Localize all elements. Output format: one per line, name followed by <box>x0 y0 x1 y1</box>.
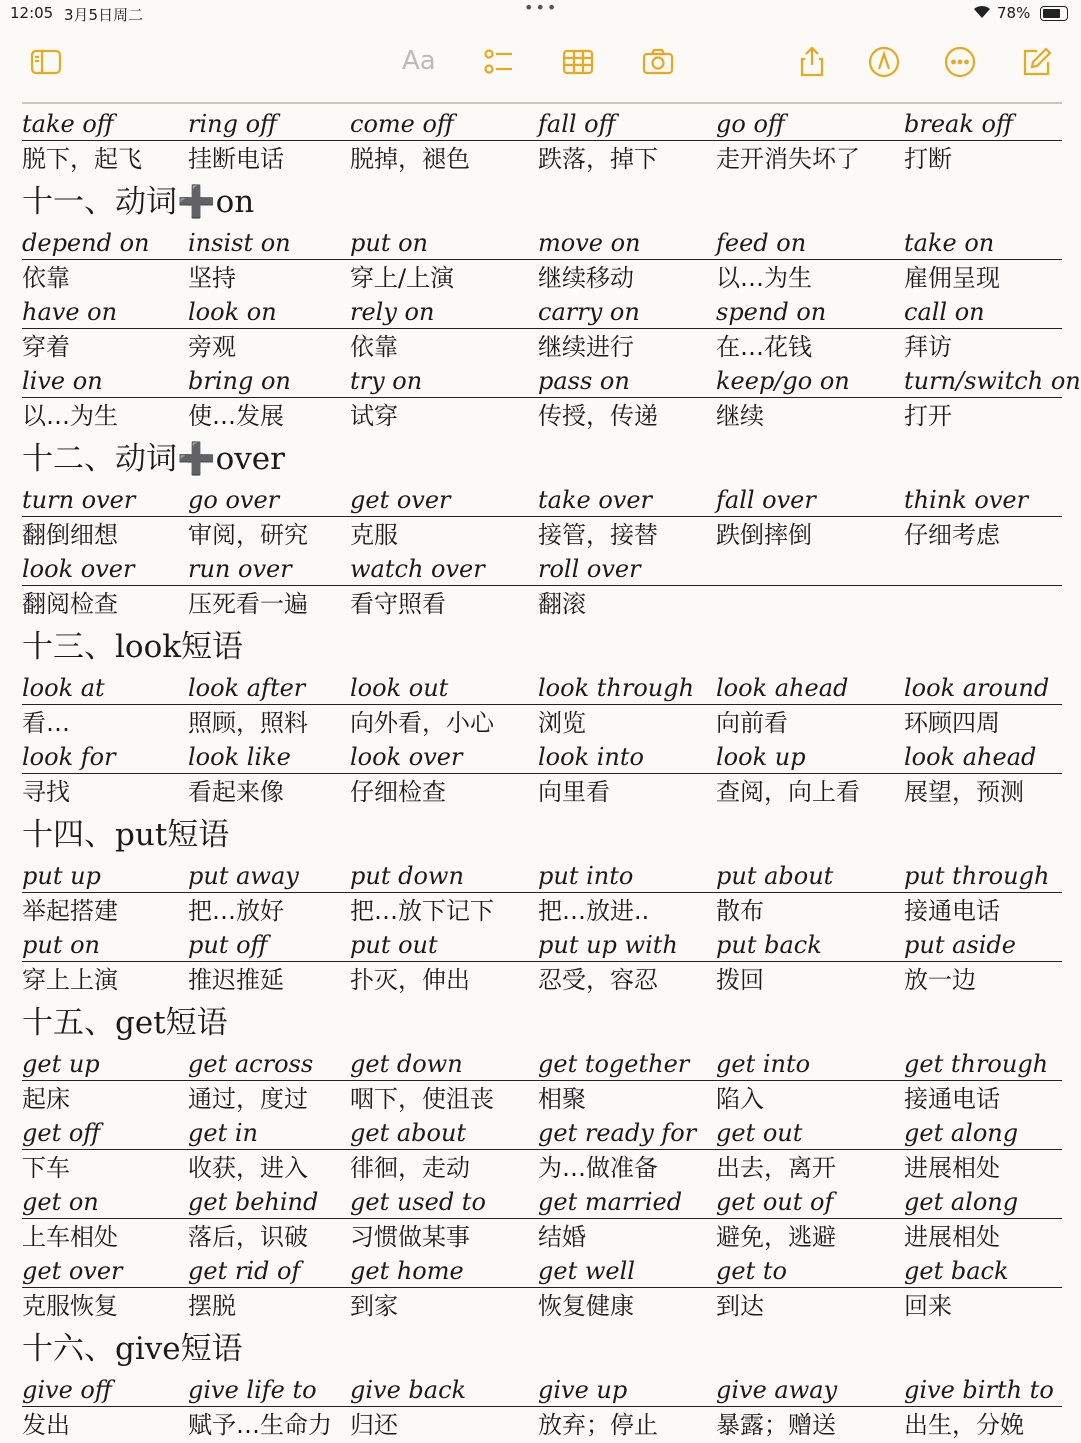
meaning-text: 穿上/上演 <box>350 264 455 292</box>
meaning-text: 继续进行 <box>538 333 634 361</box>
meaning-text: 向外看，小心 <box>350 709 494 737</box>
phrase-text: put on <box>350 229 428 257</box>
meaning-text: 散布 <box>716 897 764 925</box>
phrase-text: get off <box>22 1119 101 1147</box>
compose-icon[interactable] <box>1016 42 1056 82</box>
meaning-text: 继续 <box>716 402 764 430</box>
meaning-text: 避免，逃避 <box>716 1223 836 1251</box>
meaning-text: 恢复健康 <box>538 1292 634 1320</box>
phrase-text: live on <box>22 367 103 395</box>
meaning-text: 依靠 <box>22 264 70 292</box>
phrase-text: get into <box>716 1050 811 1078</box>
meaning-text <box>904 586 1062 622</box>
meaning-text: 看起来像 <box>188 778 284 806</box>
phrase-text: break off <box>904 110 1013 138</box>
phrase-text: roll over <box>538 555 641 583</box>
meaning-text: 看… <box>22 709 70 737</box>
meaning-row <box>22 1150 1062 1186</box>
meaning-text: 走开消失坏了 <box>716 145 860 173</box>
phrase-text: get along <box>904 1188 1019 1216</box>
meaning-text: 发出 <box>22 1411 70 1439</box>
phrase-text: give away <box>716 1376 838 1404</box>
phrase-text: put up <box>22 862 101 890</box>
status-date: 3月5日周二 <box>64 6 144 24</box>
meaning-text: 咽下，使沮丧 <box>350 1085 494 1113</box>
phrase-text: get about <box>350 1119 467 1147</box>
meaning-text: 继续移动 <box>538 264 634 292</box>
meaning-text: 跌落，掉下 <box>538 145 658 173</box>
phrase-text: take over <box>538 486 653 514</box>
note-body[interactable] <box>22 108 1081 1443</box>
meaning-text: 克服 <box>350 521 398 549</box>
meaning-text: 相聚 <box>538 1085 586 1113</box>
meaning-row <box>22 398 1062 434</box>
phrase-text: carry on <box>538 298 640 326</box>
phrase-text: get out of <box>716 1188 834 1216</box>
meaning-text: 看守照看 <box>350 590 446 618</box>
meaning-text: 到家 <box>350 1292 398 1320</box>
phrase-text: get through <box>904 1050 1049 1078</box>
phrase-text: watch over <box>350 555 485 583</box>
phrase-row <box>22 108 1062 141</box>
phrase-text: rely on <box>350 298 435 326</box>
sidebar-icon[interactable] <box>26 42 66 82</box>
phrase-text: look at <box>22 674 105 702</box>
meaning-text: 挂断电话 <box>188 145 284 173</box>
phrase-text: look like <box>188 743 291 771</box>
meaning-row <box>22 260 1062 296</box>
meaning-text: 浏览 <box>538 709 586 737</box>
phrase-text: try on <box>350 367 423 395</box>
more-icon[interactable] <box>940 42 980 82</box>
meaning-text: 跌倒摔倒 <box>716 521 812 549</box>
meaning-row <box>22 1407 1062 1443</box>
phrase-text: go over <box>188 486 280 514</box>
meaning-row <box>22 1288 1062 1324</box>
meaning-text: 放弃；停止 <box>538 1411 658 1439</box>
section-heading: 十三、look短语 <box>22 629 244 665</box>
meaning-text: 环顾四周 <box>904 709 1000 737</box>
phrase-text: give off <box>22 1376 112 1404</box>
phrase-text: get used to <box>350 1188 486 1216</box>
meaning-text: 照顾，照料 <box>188 709 308 737</box>
phrase-text: insist on <box>188 229 291 257</box>
phrase-text: get behind <box>188 1188 319 1216</box>
meaning-text: 依靠 <box>350 333 398 361</box>
meaning-row <box>22 1219 1062 1255</box>
phrase-text: get over <box>350 486 451 514</box>
phrase-text: get rid of <box>188 1257 301 1285</box>
phrase-row <box>22 484 1062 517</box>
meaning-text: 以…为生 <box>716 264 812 292</box>
meaning-row <box>22 517 1062 553</box>
phrase-row <box>22 929 1062 962</box>
meaning-text: 克服恢复 <box>22 1292 118 1320</box>
phrase-text: look after <box>188 674 306 702</box>
meaning-text: 寻找 <box>22 778 70 806</box>
meaning-text: 接通电话 <box>904 897 1000 925</box>
section-heading: 十二、动词➕over <box>22 441 285 477</box>
meaning-text: 压死看一遍 <box>188 590 308 618</box>
meaning-text: 穿上上演 <box>22 966 118 994</box>
battery-percent: 78% <box>997 4 1031 22</box>
phrase-row <box>22 1117 1062 1150</box>
meaning-text: 忍受，容忍 <box>538 966 658 994</box>
meaning-row <box>22 962 1062 998</box>
meaning-text: 上车相处 <box>22 1223 118 1251</box>
meaning-text: 展望，预测 <box>904 778 1024 806</box>
meaning-text: 出去，离开 <box>716 1154 836 1182</box>
meaning-text: 归还 <box>350 1411 398 1439</box>
meaning-text: 脱掉，褪色 <box>350 145 470 173</box>
phrase-text: get ready for <box>538 1119 697 1147</box>
phrase-text: get home <box>350 1257 464 1285</box>
meaning-text: 拨回 <box>716 966 764 994</box>
phrase-text: look on <box>188 298 277 326</box>
meaning-text: 试穿 <box>350 402 398 430</box>
markup-icon[interactable] <box>864 42 904 82</box>
phrase-text: take on <box>904 229 995 257</box>
meaning-text: 赋予…生命力 <box>188 1411 332 1439</box>
phrase-text: turn over <box>22 486 136 514</box>
phrase-text: put about <box>716 862 834 890</box>
meaning-text: 雇佣呈现 <box>904 264 1000 292</box>
phrase-text: get well <box>538 1257 635 1285</box>
phrase-row <box>22 1374 1062 1407</box>
meaning-text: 放一边 <box>904 966 976 994</box>
phrase-text: look ahead <box>904 743 1037 771</box>
phrase-text: think over <box>904 486 1029 514</box>
phrase-text: turn/switch on <box>904 367 1081 395</box>
phrase-text: ring off <box>188 110 278 138</box>
phrase-text: put on <box>22 931 100 959</box>
phrase-text: have on <box>22 298 118 326</box>
phrase-text: give back <box>350 1376 467 1404</box>
phrase-row <box>22 860 1062 893</box>
meaning-text <box>716 586 904 622</box>
multitasking-dots-icon[interactable]: ••• <box>524 0 559 17</box>
phrase-row <box>22 1186 1062 1219</box>
meaning-text: 为…做准备 <box>538 1154 658 1182</box>
meaning-text: 旁观 <box>188 333 236 361</box>
phrase-text: get in <box>188 1119 258 1147</box>
phrase-row <box>22 1048 1062 1081</box>
phrase-text: get along <box>904 1119 1019 1147</box>
section-heading: 十五、get短语 <box>22 1005 228 1041</box>
meaning-text: 起床 <box>22 1085 70 1113</box>
phrase-text: keep/go on <box>716 367 850 395</box>
phrase-text: look around <box>904 674 1050 702</box>
meaning-text: 出生，分娩 <box>904 1411 1024 1439</box>
meaning-text: 查阅，向上看 <box>716 778 860 806</box>
meaning-text: 仔细考虑 <box>904 521 1000 549</box>
meaning-text: 翻倒细想 <box>22 521 118 549</box>
meaning-text: 把…放下记下 <box>350 897 494 925</box>
phrase-text: move on <box>538 229 641 257</box>
meaning-text: 打断 <box>904 145 952 173</box>
meaning-text: 把…放进.. <box>538 897 650 925</box>
meaning-row <box>22 774 1062 810</box>
phrase-text: give birth to <box>904 1376 1054 1404</box>
notes-toolbar <box>0 30 1080 92</box>
meaning-text: 翻阅检查 <box>22 590 118 618</box>
meaning-text: 推迟推延 <box>188 966 284 994</box>
meaning-text: 接管，接替 <box>538 521 658 549</box>
meaning-text: 使…发展 <box>188 402 284 430</box>
meaning-text: 落后，识破 <box>188 1223 308 1251</box>
section-heading: 十四、put短语 <box>22 817 230 853</box>
phrase-text: go off <box>716 110 785 138</box>
phrase-text: fall off <box>538 110 616 138</box>
phrase-text: look for <box>22 743 116 771</box>
phrase-text: put into <box>538 862 634 890</box>
phrase-text: look into <box>538 743 644 771</box>
meaning-text: 进展相处 <box>904 1154 1000 1182</box>
meaning-text: 向里看 <box>538 778 610 806</box>
phrase-text: depend on <box>22 229 150 257</box>
phrase-text: get married <box>538 1188 683 1216</box>
meaning-text: 翻滚 <box>538 590 586 618</box>
meaning-row <box>22 141 1062 177</box>
meaning-text: 扑灭，伸出 <box>350 966 470 994</box>
phrase-text: put through <box>904 862 1050 890</box>
camera-icon[interactable] <box>638 42 678 82</box>
meaning-text: 结婚 <box>538 1223 586 1251</box>
phrase-row <box>22 227 1062 260</box>
phrase-text: put up with <box>538 931 678 959</box>
table-icon[interactable] <box>558 42 598 82</box>
meaning-text: 到达 <box>716 1292 764 1320</box>
meaning-text: 脱下，起飞 <box>22 145 142 173</box>
meaning-row <box>22 893 1062 929</box>
share-icon[interactable] <box>792 42 832 82</box>
meaning-text: 徘徊，走动 <box>350 1154 470 1182</box>
meaning-text: 通过，度过 <box>188 1085 308 1113</box>
phrase-text: feed on <box>716 229 807 257</box>
phrase-text: put out <box>350 931 438 959</box>
meaning-text: 在…花钱 <box>716 333 812 361</box>
meaning-row <box>22 586 1062 622</box>
phrase-text: get over <box>22 1257 123 1285</box>
meaning-row <box>22 705 1062 741</box>
meaning-text: 仔细检查 <box>350 778 446 806</box>
phrase-row <box>22 672 1062 705</box>
phrase-text: get on <box>22 1188 99 1216</box>
meaning-text: 以…为生 <box>22 402 118 430</box>
phrase-text: get down <box>350 1050 463 1078</box>
phrase-row <box>22 741 1062 774</box>
phrase-text: spend on <box>716 298 827 326</box>
phrase-text: look over <box>22 555 135 583</box>
meaning-text: 收获，进入 <box>188 1154 308 1182</box>
phrase-text: get up <box>22 1050 100 1078</box>
meaning-text: 打开 <box>904 402 952 430</box>
phrase-text: put aside <box>904 931 1016 959</box>
meaning-text: 下车 <box>22 1154 70 1182</box>
phrase-text: call on <box>904 298 985 326</box>
status-bar <box>0 0 1080 28</box>
meaning-text: 进展相处 <box>904 1223 1000 1251</box>
status-time: 12:05 <box>10 4 54 22</box>
section-heading: 十一、动词➕on <box>22 184 255 220</box>
meaning-row <box>22 1081 1062 1117</box>
scrolled-content-edge <box>22 96 1062 108</box>
phrase-row <box>22 553 1062 586</box>
phrase-text: put off <box>188 931 268 959</box>
phrase-row <box>22 365 1081 398</box>
meaning-text: 习惯做某事 <box>350 1223 470 1251</box>
meaning-text: 暴露；赠送 <box>716 1411 836 1439</box>
battery-icon <box>1040 6 1068 21</box>
meaning-text: 审阅，研究 <box>188 521 308 549</box>
phrase-text <box>716 553 904 585</box>
phrase-text: look ahead <box>716 674 849 702</box>
meaning-row <box>22 329 1062 365</box>
section-heading: 十六、give短语 <box>22 1331 243 1367</box>
phrase-row <box>22 1255 1062 1288</box>
checklist-icon[interactable] <box>478 42 518 82</box>
meaning-text: 传授，传递 <box>538 402 658 430</box>
format-text-button[interactable]: Aa <box>402 46 436 76</box>
meaning-text: 向前看 <box>716 709 788 737</box>
phrase-text: come off <box>350 110 454 138</box>
meaning-text: 陷入 <box>716 1085 764 1113</box>
phrase-text: look up <box>716 743 806 771</box>
phrase-text: pass on <box>538 367 630 395</box>
meaning-text: 拜访 <box>904 333 952 361</box>
wifi-icon <box>972 4 992 23</box>
meaning-text: 坚持 <box>188 264 236 292</box>
phrase-text: bring on <box>188 367 291 395</box>
phrase-text: get out <box>716 1119 803 1147</box>
meaning-text: 穿着 <box>22 333 70 361</box>
phrase-text: look over <box>350 743 463 771</box>
phrase-text: put away <box>188 862 299 890</box>
phrase-text: run over <box>188 555 292 583</box>
meaning-text: 接通电话 <box>904 1085 1000 1113</box>
phrase-text: put back <box>716 931 822 959</box>
phrase-text: put down <box>350 862 464 890</box>
phrase-text: look out <box>350 674 449 702</box>
meaning-text: 把…放好 <box>188 897 284 925</box>
phrase-text: fall over <box>716 486 816 514</box>
phrase-text: give up <box>538 1376 628 1404</box>
meaning-text: 举起搭建 <box>22 897 118 925</box>
phrase-text: get across <box>188 1050 314 1078</box>
meaning-text: 回来 <box>904 1292 952 1320</box>
meaning-text: 摆脱 <box>188 1292 236 1320</box>
phrase-text: get together <box>538 1050 690 1078</box>
phrase-text: look through <box>538 674 695 702</box>
phrase-text: get back <box>904 1257 1009 1285</box>
phrase-text: take off <box>22 110 114 138</box>
phrase-text <box>904 553 1062 585</box>
phrase-row <box>22 296 1062 329</box>
phrase-text: get to <box>716 1257 787 1285</box>
phrase-text: give life to <box>188 1376 317 1404</box>
